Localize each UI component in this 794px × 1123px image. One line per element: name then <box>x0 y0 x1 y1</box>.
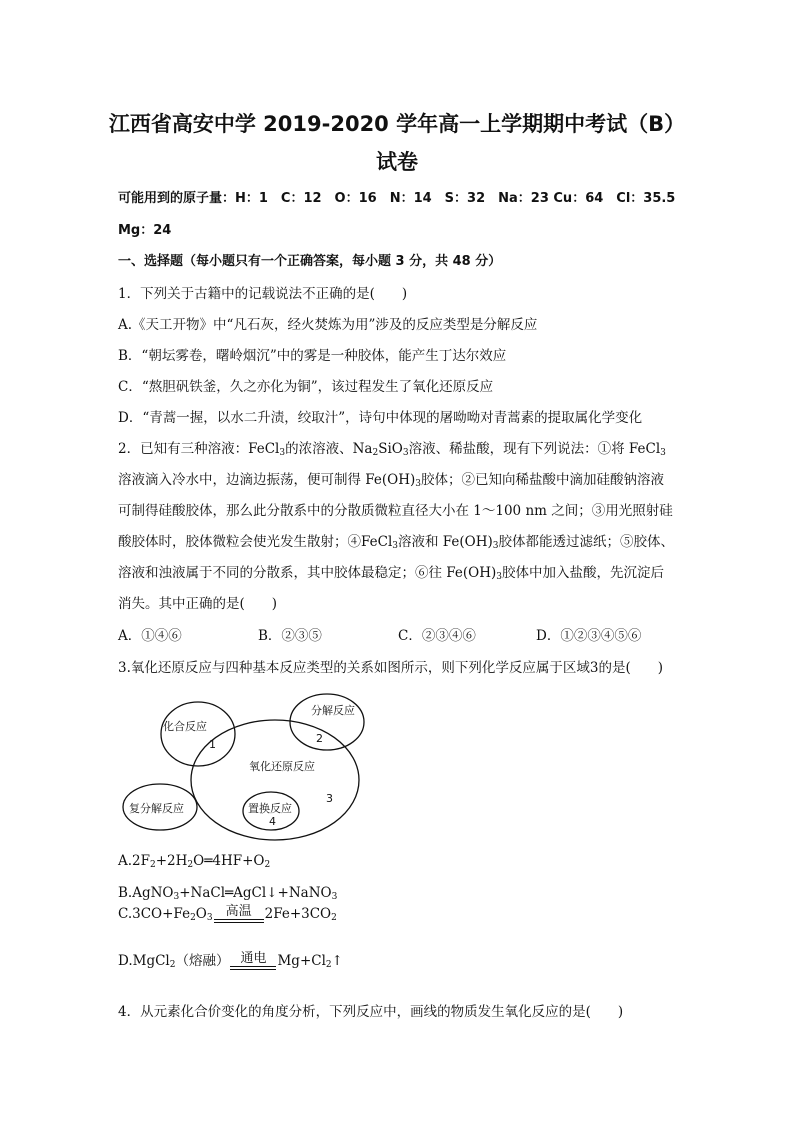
region-3-label: 3 <box>326 792 333 805</box>
q3-option-d: D.MgCl$_2$（熔融） 通电 $Mg+Cl_2↑$ <box>118 951 343 970</box>
decomposition-label: 分解反应 <box>311 704 355 717</box>
displacement-label: 置换反应 <box>248 802 292 815</box>
atomic-masses-line1: 可能用到的原子量：H：1 C：12 O：16 N：14 S：32 Na：23 Cu：64 Cl：35.5 <box>118 191 676 206</box>
q2-line3: 可制得硅酸胶体，那么此分散系中的分散质微粒直径大小在 1～100 nm 之间；③用光照射硅 <box>118 503 673 519</box>
reaction-condition-electrolysis: 通电 <box>230 952 276 970</box>
q2-line5: 溶液和浊液属于不同的分散系，其中胶体最稳定；⑥往 $Fe(OH)_3$胶体中加入盐酸，先沉淀后 <box>118 565 665 582</box>
exam-title-line1: 江西省高安中学 2019-2020 学年高一上学期期中考试（B） <box>108 112 686 136</box>
q2-line6: 消失。其中正确的是( ) <box>118 596 278 612</box>
q1-option-a: A.《天工开物》中“凡石灰，经火焚炼为用”涉及的反应类型是分解反应 <box>118 317 538 333</box>
reaction-condition-high-temp: 高温 <box>214 905 264 923</box>
q2-option-a: A．①④⑥ <box>118 628 182 644</box>
combination-label: 化合反应 <box>163 720 207 733</box>
atomic-masses-line2: Mg：24 <box>118 223 172 238</box>
decomposition-ellipse <box>290 694 364 750</box>
double-displacement-label: 复分解反应 <box>129 802 184 815</box>
q1-option-c: C．“熬胆矾铁釜，久之亦化为铜”，该过程发生了氧化还原反应 <box>118 379 494 395</box>
redox-label: 氧化还原反应 <box>249 760 315 773</box>
region-2-label: 2 <box>316 732 323 745</box>
q2-line2: 溶液滴入冷水中，边滴边振荡，便可制得 $Fe(OH)_3$胶体；②已知向稀盐酸中滴加硅酸钠溶液 <box>118 472 665 489</box>
q3-option-a: $A.2F_2+2H_2O═4HF+O_2$ <box>118 853 271 870</box>
q1-stem: 1．下列关于古籍中的记载说法不正确的是( ) <box>118 286 408 302</box>
q4-stem: 4．从元素化合价变化的角度分析，下列反应中，画线的物质发生氧化反应的是( ) <box>118 1004 624 1020</box>
section-heading: 一、选择题（每小题只有一个正确答案，每小题 3 分，共 48 分） <box>118 254 502 269</box>
exam-title-line2: 试卷 <box>376 150 418 174</box>
q3-stem: 3.氧化还原反应与四种基本反应类型的关系如图所示，则下列化学反应属于区域3的是( ) <box>118 660 664 676</box>
q2-line1: 2．已知有三种溶液：FeCl$_3$的浓溶液、$Na_2SiO_3$溶液、稀盐酸，现有下列说法：①将 FeCl$_3$ <box>118 441 666 458</box>
q1-option-d: D．“青蒿一握，以水二升渍，绞取汁”，诗句中体现的屠呦呦对青蒿素的提取属化学变化 <box>118 410 643 426</box>
q2-option-c: C．②③④⑥ <box>398 628 476 644</box>
q3-option-c: $C.3CO+Fe_2O_3$ 高温 $2Fe+3CO_2$ <box>118 904 337 923</box>
q3-option-b: B.AgNO$_3$+NaCl═AgCl↓+NaNO$_3$ <box>118 885 338 902</box>
q2-line4: 酸胶体时，胶体微粒会使光发生散射；④FeCl$_3$溶液和 $Fe(OH)_3$胶体都能透过滤纸；⑤胶体、 <box>118 534 675 551</box>
q2-option-d: D．①②③④⑤⑥ <box>536 628 642 644</box>
reaction-venn-diagram <box>115 686 375 850</box>
q1-option-b: B．“朝坛雾卷，曙岭烟沉”中的雾是一种胶体，能产生丁达尔效应 <box>118 348 507 364</box>
q2-option-b: B．②③⑤ <box>258 628 322 644</box>
region-4-label: 4 <box>269 815 276 828</box>
region-1-label: 1 <box>209 738 216 751</box>
